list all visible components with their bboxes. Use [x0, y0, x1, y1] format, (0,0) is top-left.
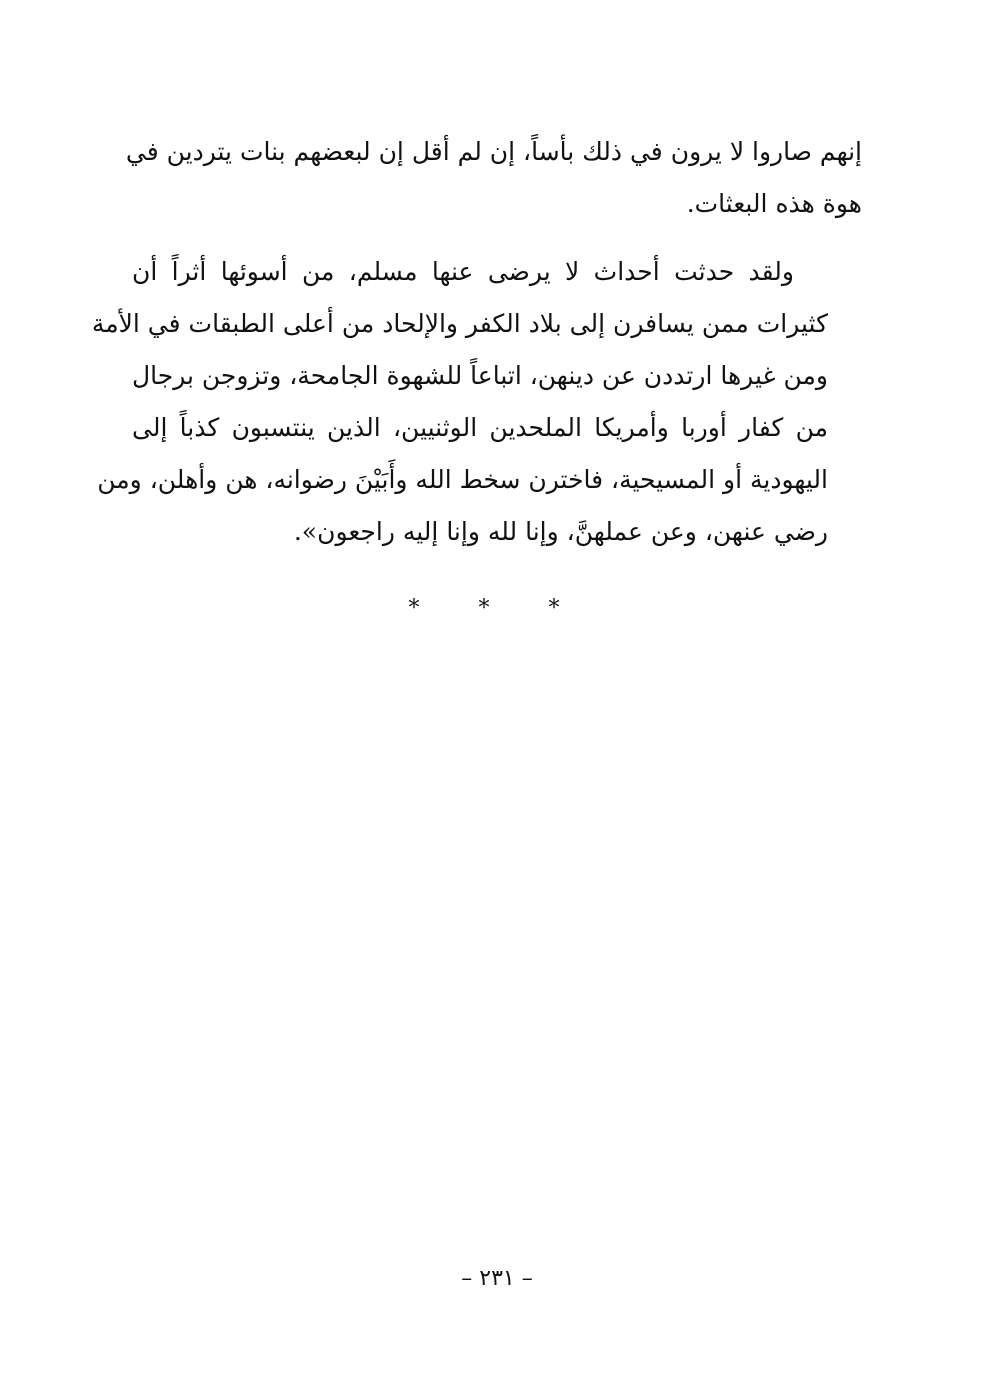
text-line: من كفار أوربا وأمريكا الملحدين الوثنيين، الذين ينتسبون كذباً إلى — [132, 413, 828, 442]
text-line: ولقد حدثت أحداث لا يرضى عنها مسلم، من أسوئها أثراً أن — [132, 257, 794, 286]
text-line: هوة هذه البعثات. — [686, 189, 862, 218]
page-number: – ٢٣١ – — [461, 1266, 533, 1291]
text-line: كثيرات ممن يسافرن إلى بلاد الكفر والإلحاد من أعلى الطبقات في الأمة — [91, 309, 828, 338]
text-line: اليهودية أو المسيحية، فاخترن سخط الله وأَبَيْنَ رضوانه، هن وأهلن، ومن — [97, 465, 828, 494]
paragraph-1 — [125, 126, 862, 230]
paragraph-2 — [91, 246, 862, 558]
section-separator: * * * — [408, 596, 586, 621]
text-line: ومن غيرها ارتددن عن دينهن، اتباعاً للشهوة الجامحة، وتزوجن برجال — [131, 361, 828, 390]
text-line: رضي عنهن، وعن عملهنَّ، وإنا لله وإنا إليه راجعون». — [293, 517, 828, 546]
text-line: إنهم صاروا لا يرون في ذلك بأساً، إن لم أقل إن لبعضهم بنات يتردين في — [125, 137, 862, 166]
